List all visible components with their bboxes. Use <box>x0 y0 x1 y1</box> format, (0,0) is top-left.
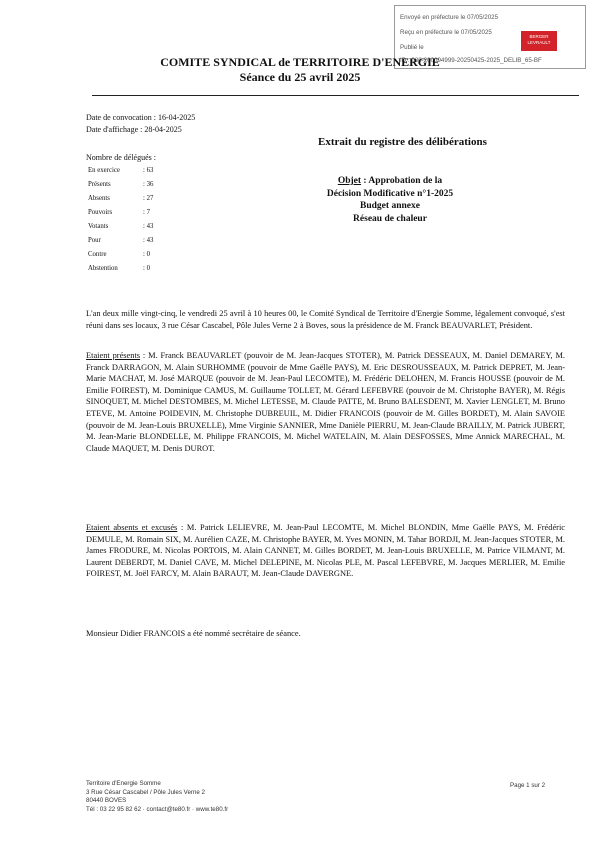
objet-block <box>305 175 475 225</box>
tally-value: : 0 <box>143 251 150 258</box>
extrait-heading: Extrait du registre des délibérations <box>318 136 487 148</box>
tally-label: Abstention <box>88 265 118 272</box>
header-divider <box>92 95 579 96</box>
tally-label: En exercice <box>88 167 120 174</box>
page-number: Page 1 sur 2 <box>510 782 546 789</box>
tally-value: : 27 <box>143 195 154 202</box>
absents-paragraph <box>86 522 565 580</box>
footer-street: 3 Rue César Cascabel / Pôle Jules Verne 2 <box>86 788 206 796</box>
footer-org: Territoire d'Energie Somme <box>86 780 161 787</box>
tally-value: : 43 <box>143 223 154 230</box>
objet-line4: Réseau de chaleur <box>353 213 427 224</box>
convocation-date: Date de convocation : 16-04-2025 <box>86 113 196 122</box>
objet-line2: Décision Modificative n°1-2025 <box>326 188 454 199</box>
secretaire-paragraph: Monsieur Didier FRANCOIS a été nommé secrétaire de séance. <box>86 629 301 638</box>
tally-value: : 43 <box>143 237 154 244</box>
document-title: COMITE SYNDICAL de TERRITOIRE D'ENERGIE <box>160 55 440 69</box>
tally-value: : 7 <box>143 209 150 216</box>
tally-label: Pouvoirs <box>88 209 113 216</box>
tally-value: : 36 <box>143 181 154 188</box>
stamp-id: ID : 080-200094999-20250425-2025_DELIB_65-BF <box>400 57 542 64</box>
berger-levrault-logo: BERGER LEVRAULT <box>521 31 557 51</box>
stamp-recu: Reçu en préfecture le 07/05/2025 <box>400 29 492 36</box>
presents-paragraph <box>86 350 565 454</box>
tally-value: : 63 <box>143 167 154 174</box>
tally-label: Votants <box>88 223 109 230</box>
footer-city: 80440 BOVES <box>86 797 127 805</box>
tally-label: Présents <box>88 181 111 188</box>
presents-list: : M. Franck BEAUVARLET (pouvoir de M. Jean-Jacques STOTER), M. Patrick DESSEAUX, M. Daniel DEMAREY, M. Franck DARRAGON, M. Alain SURHOMME (pouvoir de Mme Gaëlle PAYS), M. Eric DESROUSSEAUX, M. Patrick DEPRET, M. Jean-Marie MACHAT, M. José MARQUE (pouvoir de M. Jean-Paul LECOMTE), M. Frédéric DELOHEN, M. Francis HOUSSE (pouvoir de M. Emilie FOIREST), M. Dominique CAMUS, M. Guillaume TOLLET, M. Gérard LEFEBVRE (pouvoir de M. Christophe BAYER), M. Régis SINOQUET, M. Michel DESTOMBES, M. Michel LETESSE, M. Claude PATTE, M. Bruno BALESDENT, M. Xavier LENGLET, M. Bruno ETEVE, M. Antoine POIDEVIN, M. Christophe DUBREUIL, M. Didier FRANCOIS (pouvoir de M. Gilles BORDET), M. Alain SAVOIE (pouvoir de M. Jean-Louis BRUXELLE), Mme Virginie SANNIER, Mme Danièle PIERRU, M. Jean-Claude BRAILLY, M. Patrick JUBERT, M. Jean-Marie BLONDELLE, M. Philippe FRANCOIS, M. Michel WATELAIN, M. Alain DESFOSSES, Mme Annick MARECHAL, M. Claude MAQUET, M. Denis DUROT. <box>86 351 566 453</box>
intro-paragraph: L'an deux mille vingt-cinq, le vendredi 25 avril à 10 heures 00, le Comité Syndical de Territoire d'Energie Somme, légalement convoqué, s'est réuni dans ses locaux, 3 rue César Cascabel, Pôle Jules Verne 2 à Boves, sous la présidence de M. Franck BEAUVARLET, Président. <box>86 309 565 330</box>
footer-address <box>86 780 228 814</box>
objet-line1: : Approbation de la <box>361 176 443 186</box>
absents-list: : M. Patrick LELIEVRE, M. Jean-Paul LECOMTE, M. Michel BLONDIN, Mme Gaëlle PAYS, M. Frédéric DEMULE, M. Romain SIX, M. Aurélien CAZE, M. Christophe BAYER, M. Yves MONIN, M. Tahar BORDJI, M. Jean-Jacques STOTER, M. James FRODURE, M. Nicolas PORTOIS, M. Alain CANNET, M. Gilles BORDET, M. Jean-Louis BRUXELLE, M. Patrice VILMANT, M. Laurent DEBERDT, M. Daniel CAVE, M. Michel DELEPINE, M. Nicolas PLE, M. Pascal LEFEBVRE, M. Jacques MERLIER, M. Emilie FOIREST, M. Joël FARCY, M. Alain BARAUT, M. Jean-Claude DAVERGNE. <box>86 523 566 579</box>
presents-label: Etaient présents <box>86 351 141 360</box>
tally-label: Contre <box>88 251 107 258</box>
delegues-label: Nombre de délégués : <box>86 153 156 162</box>
stamp-envoye: Envoyé en préfecture le 07/05/2025 <box>400 14 499 21</box>
seance-date: Séance du 25 avril 2025 <box>239 70 361 84</box>
affichage-date: Date d'affichage : 28-04-2025 <box>86 125 182 134</box>
objet-line3: Budget annexe <box>360 201 420 211</box>
tally-label: Pour <box>88 237 101 244</box>
stamp-publie: Publié le <box>400 44 424 51</box>
document-header <box>60 55 540 85</box>
tally-label: Absents <box>88 195 110 202</box>
absents-label: Etaient absents et excusés <box>86 523 178 532</box>
objet-label: Objet <box>337 176 362 186</box>
footer-contact: Tél : 03 22 95 82 62 · contact@te80.fr · www.te80.fr <box>86 805 229 813</box>
tally-value: : 0 <box>143 265 150 272</box>
